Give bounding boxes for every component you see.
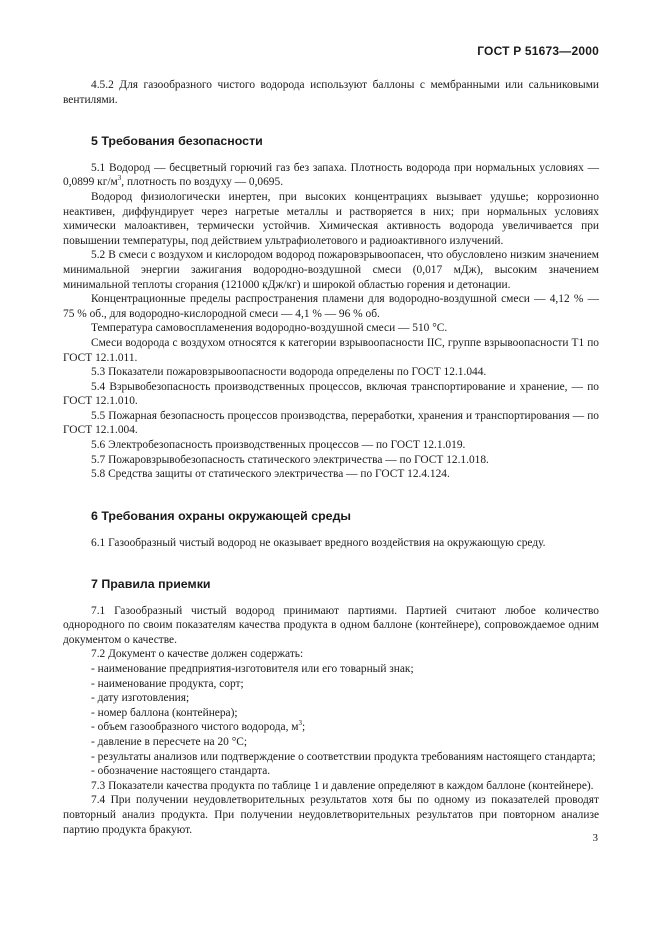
- paragraph-4-5-2: 4.5.2 Для газообразного чистого водорода используют баллоны с мембранными или сальниковыми вентилями.: [63, 79, 599, 106]
- paragraph-6-1: 6.1 Газообразный чистый водород не оказывает вредного воздействия на окружающую среду.: [91, 537, 546, 550]
- paragraph-5-7: 5.7 Пожаровзрывобезопасность статического электричества — по ГОСТ 12.1.018.: [91, 453, 489, 466]
- paragraph-7-2: 7.2 Документ о качестве должен содержать:: [91, 648, 304, 661]
- page-number: 3: [592, 832, 598, 844]
- paragraph-7-3: 7.3 Показатели качества продукта по таблице 1 и давление определяют в каждом баллоне (контейнере).: [91, 779, 594, 792]
- list-item: - номер баллона (контейнера);: [91, 706, 238, 719]
- list-item-text-end: ;: [301, 721, 306, 734]
- paragraph-5-2-b: Концентрационные пределы распространения пламени для водородно-воздушной смеси — 4,12 % — 75 % об., для водородно-кислородной смеси — 4,1 % — 96 % об.: [63, 293, 599, 320]
- document-body: [63, 78, 599, 837]
- section-5-title: 5 Требования безопасности: [91, 134, 263, 149]
- paragraph-5-5: 5.5 Пожарная безопасность процессов производства, переработки, хранения и транспортирования — по ГОСТ 12.1.004.: [63, 409, 599, 437]
- paragraph-5-2-d: Смеси водорода с воздухом относятся к категории взрывоопасности IIC, группе взрывоопасности Т1 по ГОСТ 12.1.011.: [63, 336, 599, 364]
- list-item: - результаты анализов или подтверждение о соответствии продукта требованиям настоящего стандарта;: [91, 750, 596, 763]
- paragraph-5-8: 5.8 Средства защиты от статического электричества — по ГОСТ 12.4.124.: [91, 468, 450, 481]
- list-item: - наименование продукта, сорт;: [91, 677, 244, 690]
- superscript: 3: [298, 719, 302, 728]
- paragraph-5-4: 5.4 Взрывобезопасность производственных процессов, включая транспортирование и хранение, — по ГОСТ 12.1.010.: [63, 380, 599, 408]
- section-7-title: 7 Правила приемки: [91, 577, 211, 592]
- paragraph-7-1: 7.1 Газообразный чистый водород принимают партиями. Партией считают любое количество однородного по своим показателям качества продукта в одном баллоне (контейнере), сопровождаемое одним документом о качестве.: [63, 604, 599, 646]
- paragraph-5-6: 5.6 Электробезопасность производственных процессов — по ГОСТ 12.1.019.: [91, 439, 466, 452]
- document-header: ГОСТ Р 51673—2000: [477, 44, 599, 58]
- list-item: - давление в пересчете на 20 °С;: [91, 735, 248, 748]
- paragraph-7-4: 7.4 При получении неудовлетворительных результатов хотя бы по одному из показателей проводят повторный анализ продукта. При получении неудовлетворительных результатов при повторном анализе партию продукта бракуют.: [63, 794, 599, 836]
- list-item: - обозначение настоящего стандарта.: [91, 765, 271, 778]
- paragraph-5-2-c: Температура самовоспламенения водородно-воздушной смеси — 510 °С.: [91, 322, 448, 335]
- paragraph-5-1: [63, 161, 599, 190]
- section-6-title: 6 Требования охраны окружающей среды: [91, 508, 352, 523]
- paragraph-5-1-text-end: , плотность по воздуху — 0,0695.: [121, 176, 284, 189]
- list-item: [63, 720, 599, 735]
- list-item: - наименование предприятия-изготовителя или его товарный знак;: [91, 663, 414, 675]
- paragraph-5-2: 5.2 В смеси с воздухом и кислородом водород пожаровзрывоопасен, что обусловлено низким значением минимальной энергии зажигания водородно-воздушной смеси (0,017 мДж), высоким значением минимальной теплоты сгорания (121000 кДж/кг) и широкой областью горения и детонации.: [63, 249, 599, 291]
- paragraph-5-1-text: 5.1 Водород — бесцветный горючий газ без запаха. Плотность водорода при нормальных условиях — 0,0899 кг/м: [63, 161, 599, 189]
- paragraph-5-3: 5.3 Показатели пожаровзрывоопасности водорода определены по ГОСТ 12.1.044.: [91, 366, 487, 379]
- list-item-text: - объем газообразного чистого водорода, м: [91, 721, 299, 734]
- superscript: 3: [117, 174, 122, 183]
- paragraph-5-1-b: Водород физиологически инертен, при высоких концентрациях вызывает удушье; коррозионно неактивен, диффундирует через нагретые металлы и растворяется в них; при нормальных условиях химически малоактивен, термически устойчив. Химическая активность водорода увеличивается при повышении температуры, под действием ультрафиолетового и радиоактивного излучений.: [63, 190, 599, 247]
- list-item: - дату изготовления;: [91, 692, 190, 705]
